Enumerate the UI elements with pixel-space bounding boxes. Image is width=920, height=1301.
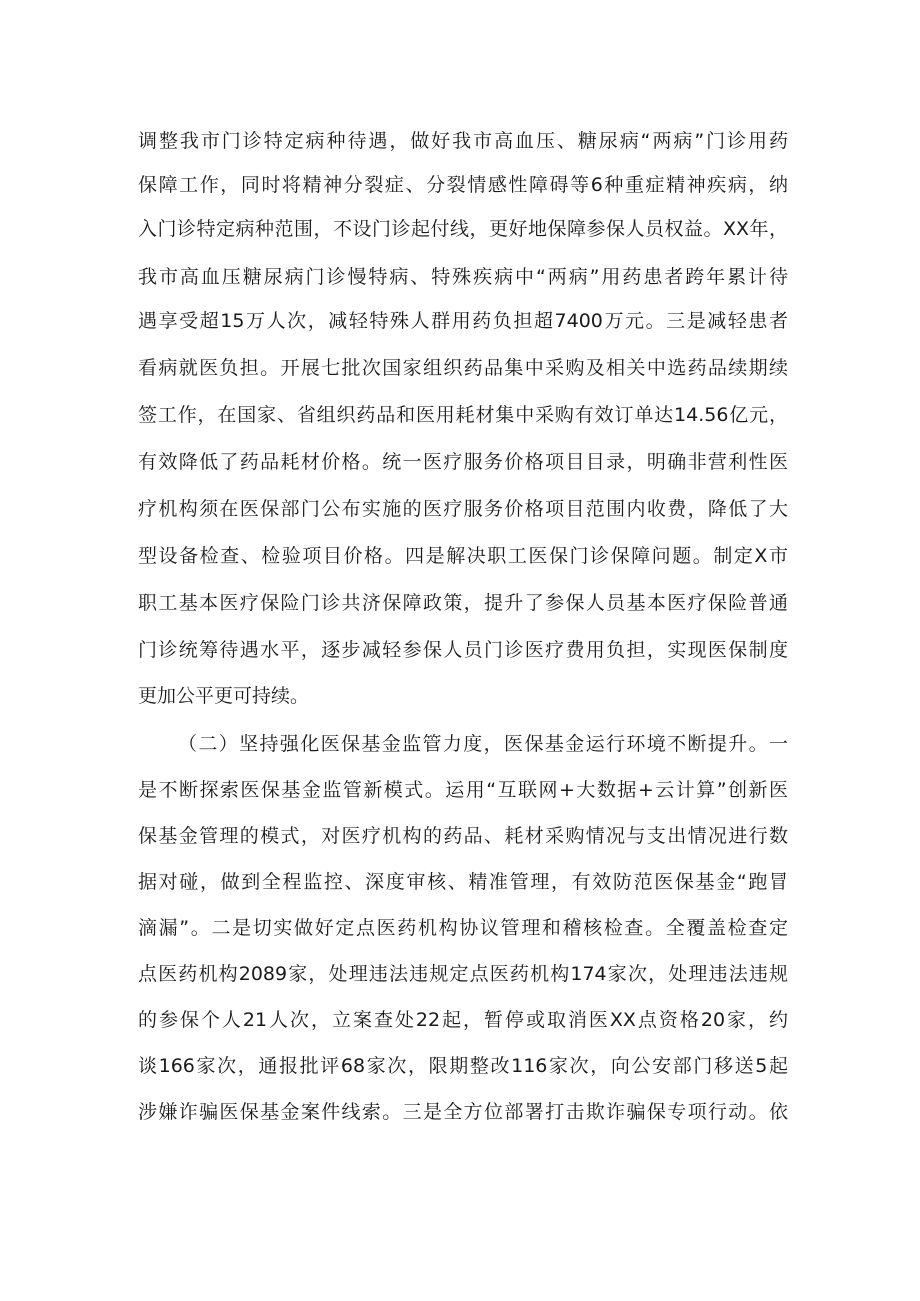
- text-line: 保基金管理的模式，对医疗机构的药品、耗材采购情况与支出情况进行数: [138, 825, 788, 847]
- text-line: 的参保个人21人次，立案查处22起，暂停或取消医XX点资格20家，约: [138, 1009, 788, 1031]
- text-line: 谈166家次，通报批评68家次，限期整改116家次，向公安部门移送5起: [138, 1055, 788, 1077]
- text-line: 滴漏”。二是切实做好定点医药机构协议管理和稽核检查。全覆盖检查定: [138, 917, 788, 939]
- text-line: 遇享受超15万人次，减轻特殊人群用药负担超7400万元。三是减轻患者: [138, 310, 788, 332]
- text-line: 疗机构须在医保部门公布实施的医疗服务价格项目范围内收费，降低了大: [138, 498, 788, 520]
- text-line: 入门诊特定病种范围，不设门诊起付线，更好地保障参保人员权益。XX年，: [138, 218, 788, 240]
- text-line: 看病就医负担。开展七批次国家组织药品集中采购及相关中选药品续期续: [138, 357, 788, 379]
- text-line: 据对碰，做到全程监控、深度审核、精准管理，有效防范医保基金“跑冒: [138, 871, 788, 893]
- text-line: 涉嫌诈骗医保基金案件线索。三是全方位部署打击欺诈骗保专项行动。依: [138, 1101, 788, 1123]
- text-line: 门诊统筹待遇水平，逐步减轻参保人员门诊医疗费用负担，实现医保制度: [138, 639, 788, 661]
- text-line: 是不断探索医保基金监管新模式。运用“互联网+大数据+云计算”创新医: [138, 779, 788, 801]
- text-line: 签工作，在国家、省组织药品和医用耗材集中采购有效订单达14.56亿元，: [138, 404, 788, 426]
- text-line: 点医药机构2089家，处理违法违规定点医药机构174家次，处理违法违规: [138, 963, 788, 985]
- text-line: 调整我市门诊特定病种待遇，做好我市高血压、糖尿病“两病”门诊用药: [138, 130, 788, 152]
- text-line: 我市高血压糖尿病门诊慢特病、特殊疾病中“两病”用药患者跨年累计待: [138, 266, 788, 288]
- text-line: 职工基本医疗保险门诊共济保障政策，提升了参保人员基本医疗保险普通: [138, 592, 788, 614]
- text-line: 有效降低了药品耗材价格。统一医疗服务价格项目目录，明确非营利性医: [138, 451, 788, 473]
- paragraph-end-line: 更加公平更可持续。: [138, 685, 310, 707]
- text-line: 保障工作，同时将精神分裂症、分裂情感性障碍等6种重症精神疾病，纳: [138, 174, 788, 196]
- text-line: 型设备检查、检验项目价格。四是解决职工医保门诊保障问题。制定X市: [138, 545, 788, 567]
- section-heading-line: （二）坚持强化医保基金监管力度，医保基金运行环境不断提升。一: [178, 733, 788, 755]
